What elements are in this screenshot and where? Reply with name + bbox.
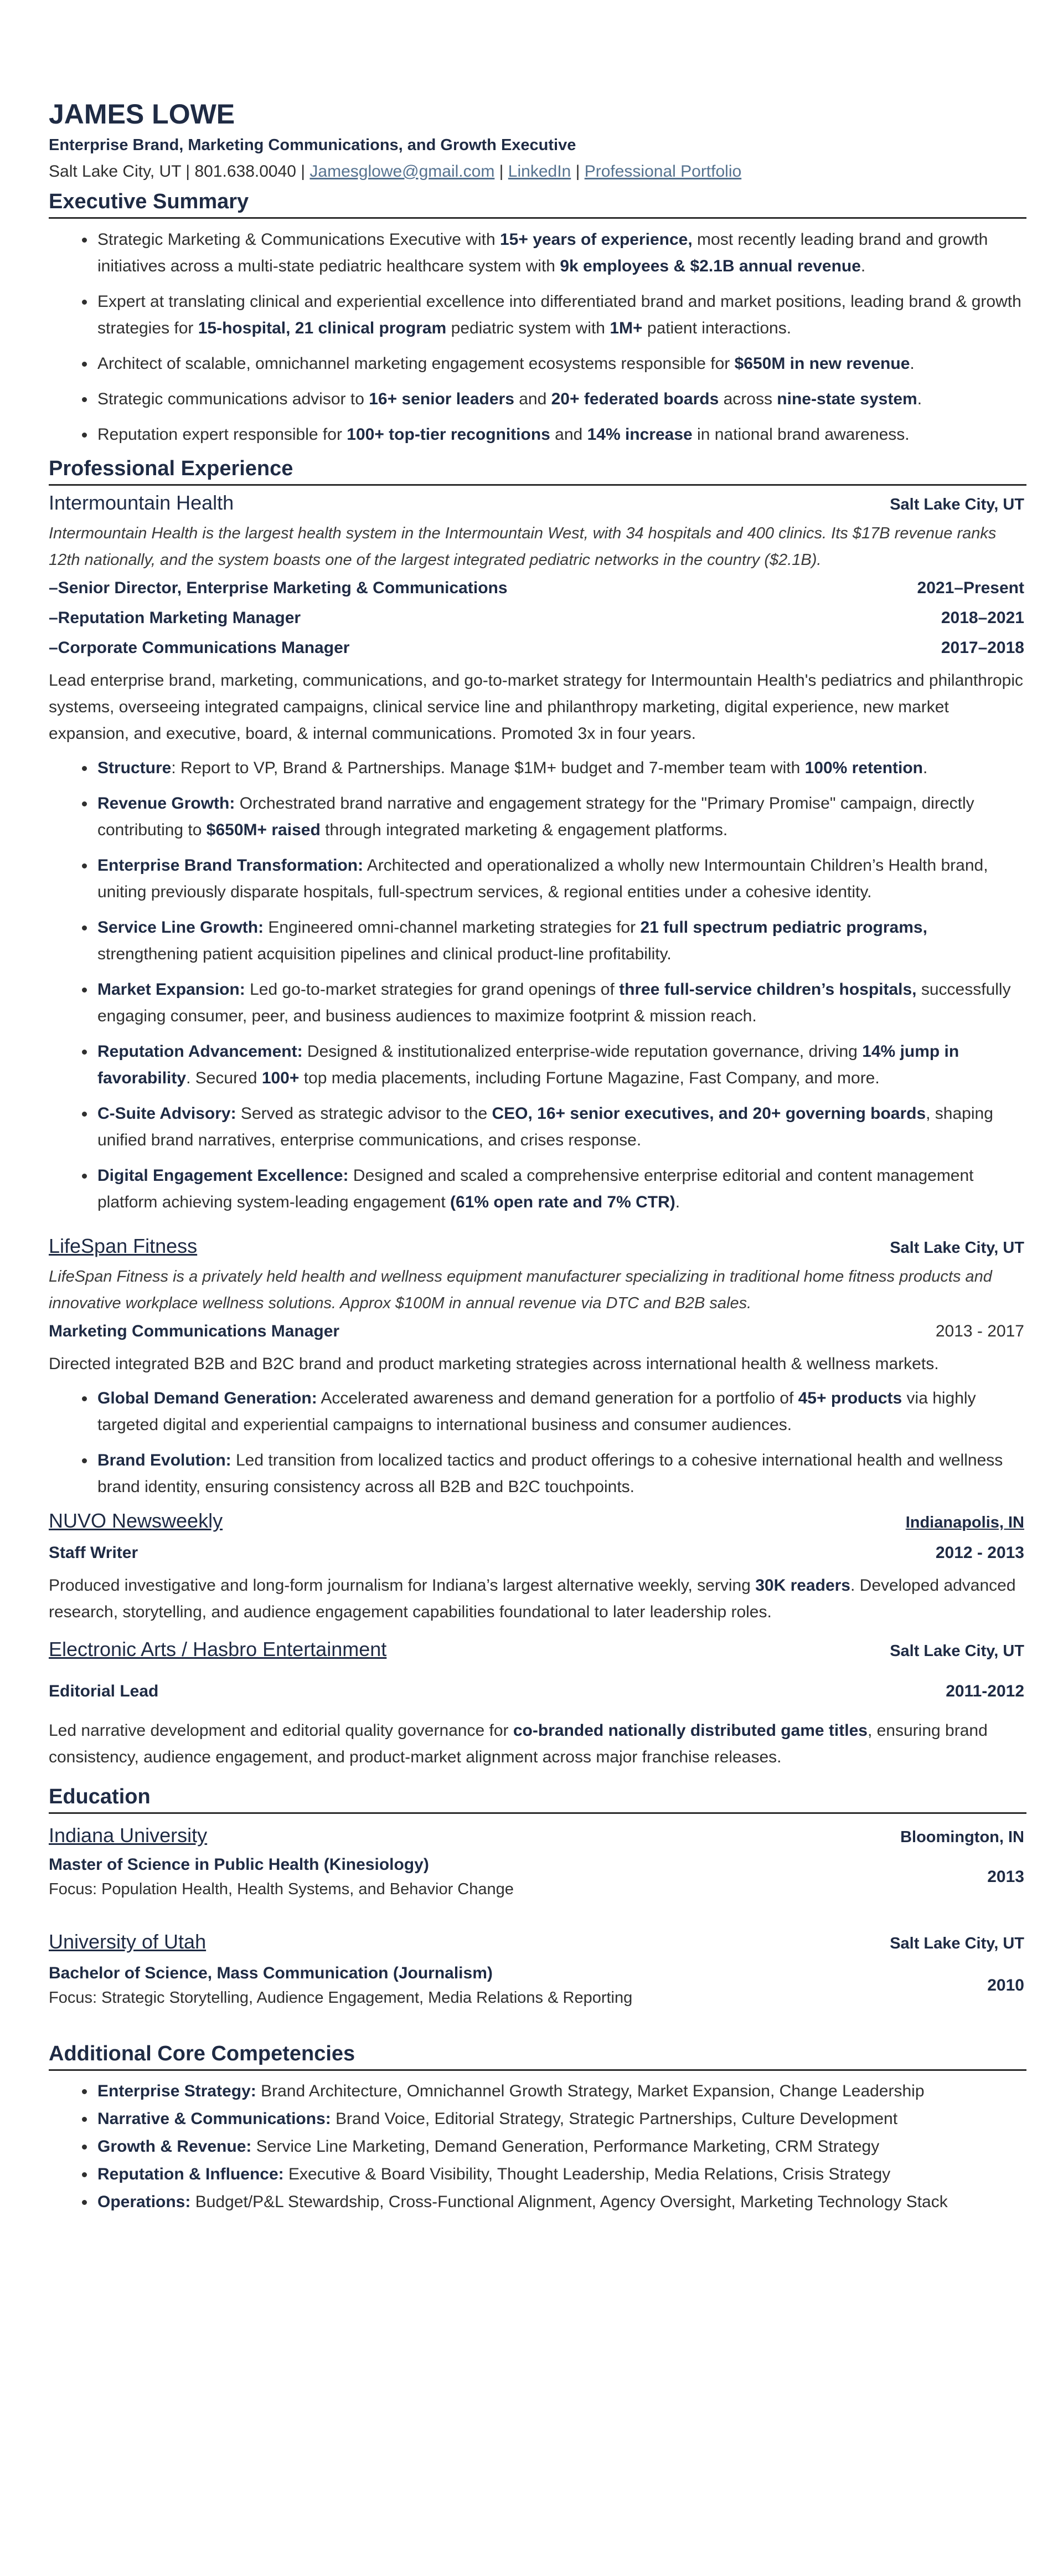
job-location: Salt Lake City, UT — [890, 1239, 1024, 1257]
job-header-ea — [49, 1638, 1024, 1661]
linkedin-link[interactable]: LinkedIn — [508, 162, 571, 181]
location-phone: Salt Lake City, UT | 801.638.0040 | — [49, 162, 310, 181]
competencies-list — [49, 2078, 1024, 2216]
role-row: Editorial Lead 2011-2012 — [49, 1682, 1024, 1700]
headline: Enterprise Brand, Marketing Communications, and Growth Executive — [49, 136, 576, 154]
company-description: LifeSpan Fitness is a privately held health and wellness equipment manufacturer specializing in traditional home fitness products and innovative workplace wellness solutions. Approx $100M in annual revenue via DTC and B2B sales. — [49, 1268, 992, 1312]
job-location: Salt Lake City, UT — [890, 496, 1024, 513]
job-bullets — [49, 755, 1024, 1216]
job-header-lifespan — [49, 1235, 1024, 1258]
list-item: • Enterprise Brand Transformation: Architected and operationalized a wholly new Intermountain Children’s Health brand, uniting previously disparate hospitals, full-spectrum services, & regional entities under a cohesive identity. — [95, 852, 1024, 906]
section-title-competencies: Additional Core Competencies — [49, 2042, 1026, 2071]
list-item: • Expert at translating clinical and experiential excellence into differentiated brand and market positions, leading brand & growth strategies for 15-hospital, 21 clinical program pediatric system with 1M+ patient interactions. — [95, 289, 1024, 342]
school-header — [49, 1930, 1024, 1953]
school-name[interactable]: University of Utah — [49, 1930, 207, 1953]
school-header — [49, 1824, 1024, 1847]
list-item: • C-Suite Advisory: Served as strategic advisor to the CEO, 16+ senior executives, and 20+ governing boards, shaping unified brand narratives, enterprise communications, and crises response. — [95, 1101, 1024, 1154]
list-item: • Market Expansion: Led go-to-market strategies for grand openings of three full-service children’s hospitals, successfully engaging consumer, peer, and business audiences to maximize footprint & mission reach. — [95, 976, 1024, 1030]
list-item: • Revenue Growth: Orchestrated brand narrative and engagement strategy for the "Primary Promise" campaign, directly contributing to $650M+ raised through integrated marketing & engagement platforms. — [95, 790, 1024, 844]
separator: | — [494, 162, 508, 181]
job-overview: Led narrative development and editorial quality governance for co-branded nationally distributed game titles, ensuring brand consistency, audience engagement, and product-market alignment across major franchise releases. — [49, 1721, 988, 1766]
list-item: • Strategic communications advisor to 16+ senior leaders and 20+ federated boards across nine-state system. — [95, 386, 1024, 413]
job-header-intermountain — [49, 491, 1024, 515]
list-item: • Reputation Advancement: Designed & institutionalized enterprise-wide reputation governance, driving 14% jump in favorability. Secured 100+ top media placements, including Fortune Magazine, Fast Company, and more. — [95, 1038, 1024, 1092]
company-name[interactable]: Electronic Arts / Hasbro Entertainment — [49, 1638, 387, 1660]
list-item: • Enterprise Strategy: Brand Architecture, Omnichannel Growth Strategy, Market Expansion, Change Leadership — [95, 2078, 1024, 2105]
list-item: • Growth & Revenue: Service Line Marketing, Demand Generation, Performance Marketing, CRM Strategy — [95, 2133, 1024, 2161]
separator: | — [571, 162, 585, 181]
role-row: Staff Writer 2012 - 2013 — [49, 1544, 1024, 1562]
job-location: Salt Lake City, UT — [890, 1642, 1024, 1660]
list-item: • Narrative & Communications: Brand Voice, Editorial Strategy, Strategic Partnerships, Culture Development — [95, 2105, 1024, 2133]
degree-row: Bachelor of Science, Mass Communication (Journalism) Focus: Strategic Storytelling, Audience Engagement, Media Relations & Reporting 2010 — [49, 1964, 1024, 2007]
resume-content — [49, 99, 1024, 2216]
list-item: • Service Line Growth: Engineered omni-channel marketing strategies for 21 full spectrum pediatric programs, strengthening patient acquisition pipelines and clinical product-line profitability. — [95, 914, 1024, 968]
role-row: Marketing Communications Manager 2013 - 2017 — [49, 1322, 1024, 1340]
job-location: Indianapolis, IN — [905, 1514, 1024, 1531]
company-name[interactable]: LifeSpan Fitness — [49, 1235, 198, 1257]
role-row: –Reputation Marketing Manager 2018–2021 — [49, 609, 1024, 627]
list-item: • Operations: Budget/P&L Stewardship, Cross-Functional Alignment, Agency Oversight, Marketing Technology Stack — [95, 2188, 1024, 2216]
company-name[interactable]: NUVO Newsweekly — [49, 1509, 223, 1532]
job-header-nuvo — [49, 1509, 1024, 1533]
school-location: Bloomington, IN — [900, 1828, 1024, 1846]
job-overview: Directed integrated B2B and B2C brand and product marketing strategies across international health & wellness markets. — [49, 1355, 939, 1373]
list-item: • Reputation expert responsible for 100+ top-tier recognitions and 14% increase in national brand awareness. — [95, 421, 1024, 448]
list-item: • Digital Engagement Excellence: Designed and scaled a comprehensive enterprise editorial and content management platform achieving system-leading engagement (61% open rate and 7% CTR). — [95, 1163, 1024, 1216]
school-name[interactable]: Indiana University — [49, 1824, 208, 1847]
section-title-education: Education — [49, 1785, 1026, 1814]
list-item: • Brand Evolution: Led transition from localized tactics and product offerings to a cohesive international health and wellness brand identity, ensuring consistency across all B2B and B2C touchpoints. — [95, 1447, 1024, 1500]
list-item: • Reputation & Influence: Executive & Board Visibility, Thought Leadership, Media Relations, Crisis Strategy — [95, 2161, 1024, 2188]
degree-row: Master of Science in Public Health (Kinesiology) Focus: Population Health, Health Systems, and Behavior Change 2013 — [49, 1855, 1024, 1898]
contact-line — [49, 162, 1024, 181]
list-item: • Structure: Report to VP, Brand & Partnerships. Manage $1M+ budget and 7-member team with 100% retention. — [95, 755, 1024, 781]
role-row: –Corporate Communications Manager 2017–2018 — [49, 639, 1024, 657]
section-title-summary: Executive Summary — [49, 190, 1026, 219]
section-title-experience: Professional Experience — [49, 457, 1026, 486]
summary-list — [49, 227, 1024, 448]
list-item: • Global Demand Generation: Accelerated awareness and demand generation for a portfolio of 45+ products via highly targeted digital and experiential campaigns to international business and consumer audiences. — [95, 1385, 1024, 1438]
company-name: Intermountain Health — [49, 491, 234, 514]
email-link[interactable]: Jamesglowe@gmail.com — [309, 162, 495, 181]
list-item: • Architect of scalable, omnichannel marketing engagement ecosystems responsible for $650M in new revenue. — [95, 351, 1024, 377]
job-bullets — [49, 1385, 1024, 1500]
list-item: • Strategic Marketing & Communications Executive with 15+ years of experience, most recently leading brand and growth initiatives across a multi-state pediatric healthcare system with 9k employees & $2.1B annual revenue. — [95, 227, 1024, 280]
job-overview: Produced investigative and long-form journalism for Indiana’s largest alternative weekly, serving 30K readers. Developed advanced research, storytelling, and audience engagement capabilities foundational to later leadership roles. — [49, 1576, 1016, 1621]
portfolio-link[interactable]: Professional Portfolio — [584, 162, 742, 181]
candidate-name: JAMES LOWE — [49, 99, 235, 130]
company-description: Intermountain Health is the largest health system in the Intermountain West, with 34 hospitals and 400 clinics. Its $17B revenue ranks 12th nationally, and the system boasts one of the largest integrated pediatric networks in the country ($2.1B). — [49, 525, 997, 569]
job-overview: Lead enterprise brand, marketing, communications, and go-to-market strategy for Intermountain Health's pediatrics and philanthropic systems, overseeing integrated campaigns, clinical service line and philanthropy marketing, digital experience, new market expansion, and executive, board, & internal communications. Promoted 3x in four years. — [49, 671, 1023, 743]
role-row: –Senior Director, Enterprise Marketing & Communications 2021–Present — [49, 579, 1024, 597]
school-location: Salt Lake City, UT — [890, 1935, 1024, 1952]
